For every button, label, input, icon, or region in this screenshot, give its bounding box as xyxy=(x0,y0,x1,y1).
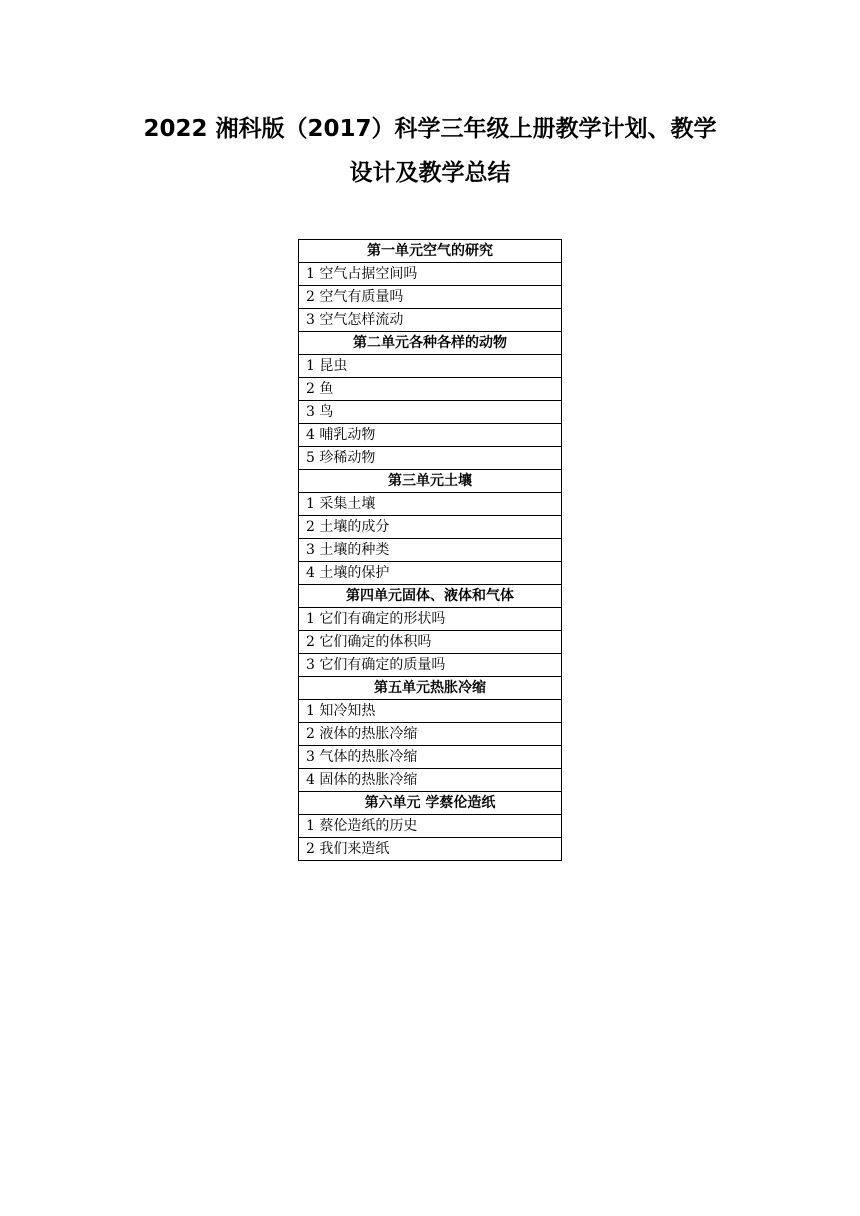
unit-heading: 第一单元空气的研究 xyxy=(299,240,562,263)
lesson-row xyxy=(299,654,562,677)
unit-heading: 第四单元固体、液体和气体 xyxy=(299,585,562,608)
unit-row xyxy=(299,332,562,355)
lesson-row xyxy=(299,608,562,631)
lesson-row xyxy=(299,493,562,516)
lesson-row xyxy=(299,401,562,424)
unit-row xyxy=(299,240,562,263)
lesson-cell: 1 空气占据空间吗 xyxy=(299,263,562,286)
unit-heading: 第二单元各种各样的动物 xyxy=(299,332,562,355)
lesson-cell: 4 哺乳动物 xyxy=(299,424,562,447)
unit-row xyxy=(299,470,562,493)
lesson-cell: 1 昆虫 xyxy=(299,355,562,378)
lesson-cell: 2 空气有质量吗 xyxy=(299,286,562,309)
lesson-row xyxy=(299,378,562,401)
unit-row xyxy=(299,792,562,815)
lesson-row xyxy=(299,309,562,332)
lesson-cell: 1 采集土壤 xyxy=(299,493,562,516)
lesson-row xyxy=(299,447,562,470)
unit-row xyxy=(299,585,562,608)
lesson-cell: 1 它们有确定的形状吗 xyxy=(299,608,562,631)
lesson-cell: 4 土壤的保护 xyxy=(299,562,562,585)
lesson-row xyxy=(299,516,562,539)
lesson-row xyxy=(299,769,562,792)
lesson-row xyxy=(299,700,562,723)
lesson-cell: 2 土壤的成分 xyxy=(299,516,562,539)
lesson-row xyxy=(299,631,562,654)
lesson-cell: 5 珍稀动物 xyxy=(299,447,562,470)
lesson-cell: 2 液体的热胀冷缩 xyxy=(299,723,562,746)
unit-heading: 第五单元热胀冷缩 xyxy=(299,677,562,700)
unit-heading: 第三单元土壤 xyxy=(299,470,562,493)
unit-heading: 第六单元 学蔡伦造纸 xyxy=(299,792,562,815)
lesson-cell: 4 固体的热胀冷缩 xyxy=(299,769,562,792)
lesson-cell: 3 土壤的种类 xyxy=(299,539,562,562)
lesson-cell: 3 鸟 xyxy=(299,401,562,424)
lesson-row xyxy=(299,838,562,861)
lesson-row xyxy=(299,355,562,378)
lesson-row xyxy=(299,263,562,286)
lesson-row xyxy=(299,746,562,769)
lesson-cell: 2 鱼 xyxy=(299,378,562,401)
lesson-table xyxy=(298,239,562,861)
lesson-row xyxy=(299,539,562,562)
lesson-cell: 3 它们有确定的质量吗 xyxy=(299,654,562,677)
lesson-cell: 2 它们确定的体积吗 xyxy=(299,631,562,654)
lesson-row xyxy=(299,424,562,447)
lesson-cell: 3 气体的热胀冷缩 xyxy=(299,746,562,769)
lesson-cell: 2 我们来造纸 xyxy=(299,838,562,861)
document-title-line-2: 设计及教学总结 xyxy=(349,160,511,186)
lesson-row xyxy=(299,723,562,746)
document-title-line-1: 2022 湘科版（2017）科学三年级上册教学计划、教学 xyxy=(143,116,717,142)
lesson-row xyxy=(299,562,562,585)
lesson-cell: 3 空气怎样流动 xyxy=(299,309,562,332)
lesson-row xyxy=(299,815,562,838)
unit-row xyxy=(299,677,562,700)
lesson-cell: 1 蔡伦造纸的历史 xyxy=(299,815,562,838)
lesson-cell: 1 知冷知热 xyxy=(299,700,562,723)
lesson-row xyxy=(299,286,562,309)
